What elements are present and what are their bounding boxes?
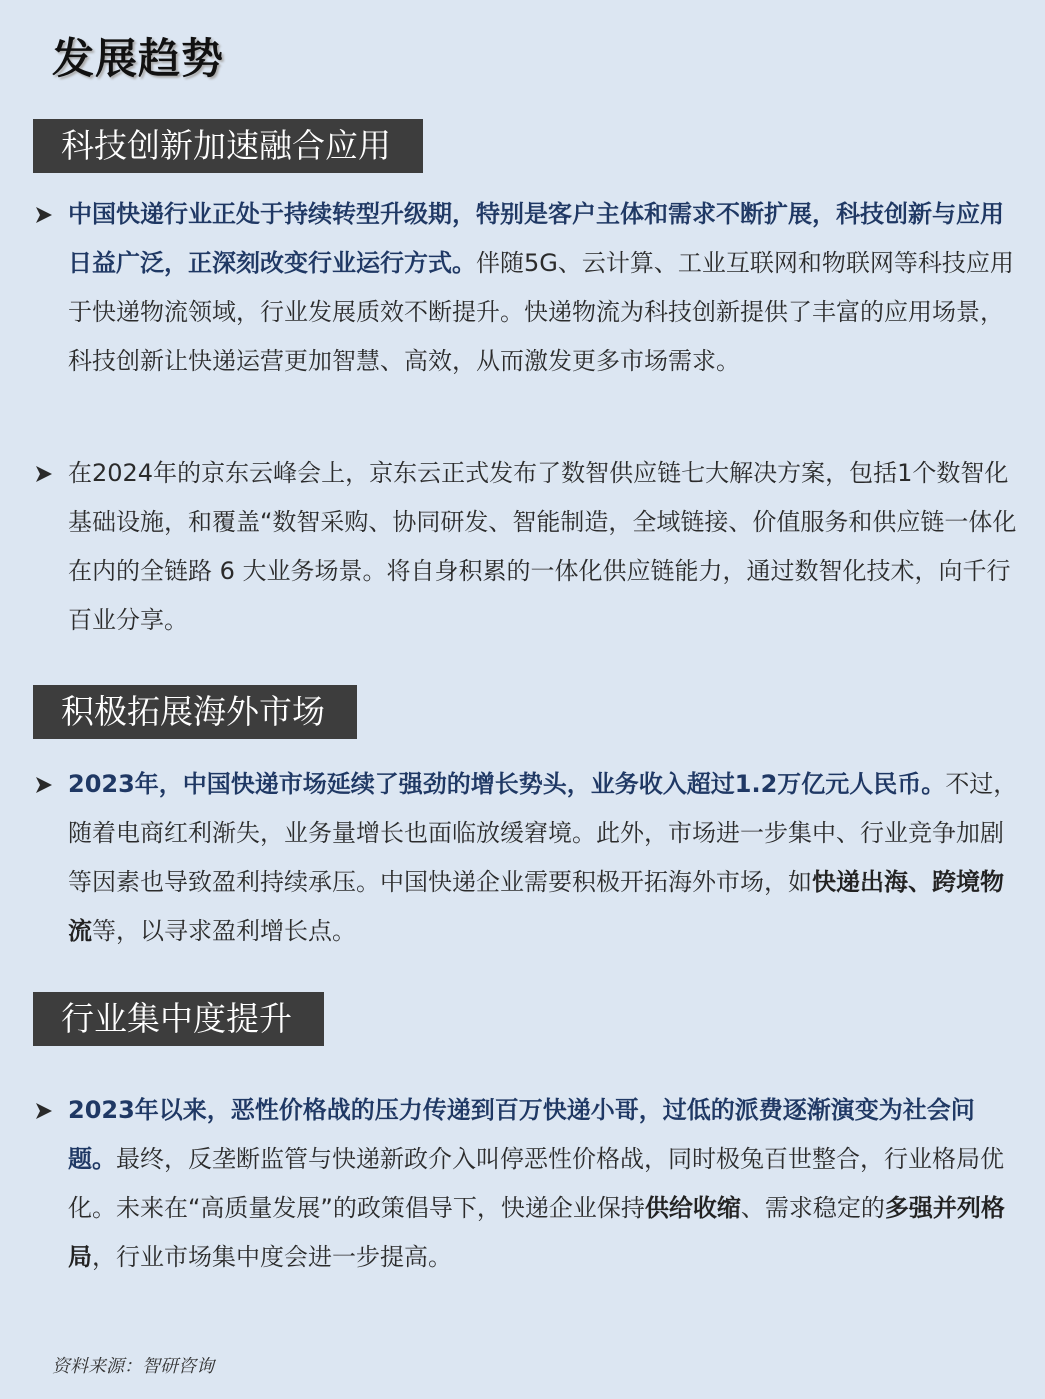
bullet-concentration-1 [68, 1086, 1018, 1282]
bullet-text: 不过，随着电商红利渐失，业务量增长也面临放缓窘境。此外，市场进一步集中、行业竞争加剧等因素也导致盈利持续承压。中国快递企业需要积极开拓海外市场，如 [68, 770, 1018, 896]
arrow-bullet-icon [32, 760, 60, 809]
bullet-text: 伴随5G、云计算、工业互联网和物联网等科技应用于快递物流领域，行业发展质效不断提升。快递物流为科技创新提供了丰富的应用场景，科技创新让快递运营更加智慧、高效，从而激发更多市场需求。 [68, 249, 1014, 375]
arrow-bullet-icon [32, 1086, 60, 1135]
bullet-text: 、需求稳定的 [740, 1194, 885, 1222]
section-header-overseas: 积极拓展海外市场 [33, 685, 357, 739]
bullet-text-emphasis: 中国快递行业正处于持续转型升级期，特别是客户主体和需求不断扩展，科技创新与应用日益广泛，正深刻改变行业运行方式。 [68, 200, 1004, 277]
bullet-text: 在2024年的京东云峰会上，京东云正式发布了数智供应链七大解决方案，包括1个数智化基础设施，和覆盖“数智采购、协同研发、智能制造，全域链接、价值服务和供应链一体化在内的全链路 6 大业务场景。将自身积累的一体化供应链能力，通过数智化技术，向千行百业分享。 [68, 459, 1017, 634]
bullet-text-emphasis: 2023年，中国快递市场延续了强劲的增长势头，业务收入超过1.2万亿元人民币。 [68, 770, 946, 798]
bullet-tech-1 [68, 190, 1018, 386]
bullet-text: ，行业市场集中度会进一步提高。 [92, 1243, 452, 1271]
section-header-concentration: 行业集中度提升 [33, 992, 324, 1046]
arrow-bullet-icon [32, 449, 60, 498]
bullet-text-emphasis: 2023年以来，恶性价格战的压力传递到百万快递小哥，过低的派费逐渐演变为社会问题。 [68, 1096, 975, 1173]
bullet-text-bold: 供给收缩 [644, 1194, 741, 1222]
source-note: 资料来源：智研咨询 [52, 1356, 214, 1377]
bullet-text: 等，以寻求盈利增长点。 [92, 917, 356, 945]
bullet-tech-2 [68, 449, 1018, 645]
arrow-bullet-icon [32, 190, 60, 239]
page-title: 发展趋势 [52, 34, 225, 83]
bullet-text-bold: 快递出海、跨境物流 [68, 868, 1004, 945]
section-header-tech: 科技创新加速融合应用 [33, 119, 423, 173]
bullet-overseas-1 [68, 760, 1018, 956]
bullet-text-bold: 多强并列格局 [68, 1194, 1005, 1271]
bullet-text: 最终，反垄断监管与快递新政介入叫停恶性价格战，同时极兔百世整合，行业格局优化。未来在“高质量发展”的政策倡导下，快递企业保持 [68, 1145, 1004, 1222]
